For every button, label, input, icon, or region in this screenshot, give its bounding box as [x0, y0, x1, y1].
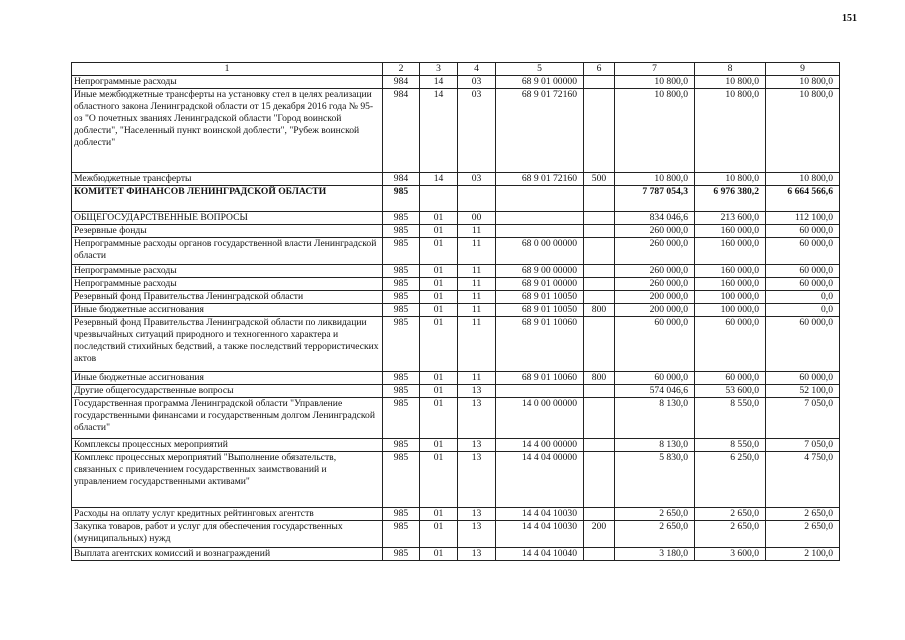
row-label-cell: Комплексы процессных мероприятий	[72, 439, 383, 452]
section-code-cell: 985	[383, 317, 420, 372]
table-row	[72, 173, 840, 186]
amount-year-3-cell: 10 800,0	[766, 89, 840, 173]
subsection-code-cell: 11	[458, 225, 496, 238]
row-label-cell: Выплата агентских комиссий и вознаграждений	[72, 548, 383, 561]
row-label-cell: Комплекс процессных мероприятий "Выполнение обязательств, связанных с привлечением государственных заимствований и управлением государственными активами"	[72, 452, 383, 508]
amount-year-2-cell: 10 800,0	[695, 89, 766, 173]
amount-year-3-cell: 4 750,0	[766, 452, 840, 508]
section-code-cell: 985	[383, 225, 420, 238]
target-article-cell: 14 0 00 00000	[496, 398, 584, 439]
row-label-cell: Межбюджетные трансферты	[72, 173, 383, 186]
subsection-code-cell: 11	[458, 265, 496, 278]
table-row	[72, 385, 840, 398]
table-row	[72, 76, 840, 89]
table-body	[72, 76, 840, 561]
table-row	[72, 225, 840, 238]
amount-year-1-cell: 10 800,0	[615, 173, 695, 186]
table-header-row	[72, 63, 840, 76]
table-row	[72, 372, 840, 385]
table-row	[72, 304, 840, 317]
chapter-code-cell: 01	[420, 238, 458, 265]
target-article-cell: 14 4 04 00000	[496, 452, 584, 508]
section-code-cell: 985	[383, 508, 420, 521]
subsection-code-cell: 11	[458, 291, 496, 304]
amount-year-2-cell: 8 550,0	[695, 439, 766, 452]
subsection-code-cell: 13	[458, 439, 496, 452]
amount-year-3-cell: 52 100,0	[766, 385, 840, 398]
expense-type-cell	[584, 548, 615, 561]
amount-year-1-cell: 200 000,0	[615, 291, 695, 304]
amount-year-2-cell: 6 976 380,2	[695, 186, 766, 212]
column-header: 1	[72, 63, 383, 76]
row-label-cell: КОМИТЕТ ФИНАНСОВ ЛЕНИНГРАДСКОЙ ОБЛАСТИ	[72, 186, 383, 212]
amount-year-3-cell: 0,0	[766, 304, 840, 317]
chapter-code-cell: 14	[420, 76, 458, 89]
section-code-cell: 985	[383, 265, 420, 278]
chapter-code-cell: 01	[420, 265, 458, 278]
chapter-code-cell: 01	[420, 398, 458, 439]
target-article-cell: 68 9 01 10060	[496, 317, 584, 372]
expense-type-cell	[584, 439, 615, 452]
table-row	[72, 186, 840, 212]
amount-year-2-cell: 100 000,0	[695, 304, 766, 317]
expense-type-cell	[584, 291, 615, 304]
table-row	[72, 398, 840, 439]
expense-type-cell: 500	[584, 173, 615, 186]
expense-type-cell: 800	[584, 304, 615, 317]
row-label-cell: Другие общегосударственные вопросы	[72, 385, 383, 398]
amount-year-3-cell: 10 800,0	[766, 76, 840, 89]
column-header: 6	[584, 63, 615, 76]
table-row	[72, 278, 840, 291]
target-article-cell: 68 9 01 00000	[496, 278, 584, 291]
amount-year-2-cell: 3 600,0	[695, 548, 766, 561]
section-code-cell: 985	[383, 291, 420, 304]
table-row	[72, 265, 840, 278]
section-code-cell: 985	[383, 238, 420, 265]
amount-year-3-cell: 7 050,0	[766, 439, 840, 452]
table-row	[72, 548, 840, 561]
amount-year-3-cell: 112 100,0	[766, 212, 840, 225]
row-label-cell: Иные межбюджетные трансферты на установку стел в целях реализации областного закона Ленинградской области от 15 декабря 2016 года № 95-оз "О почетных званиях Ленинградской области "Город воинской доблести", "Населенный пункт воинской доблести", "Рубеж воинской доблести"	[72, 89, 383, 173]
subsection-code-cell: 13	[458, 398, 496, 439]
expense-type-cell	[584, 508, 615, 521]
chapter-code-cell: 01	[420, 212, 458, 225]
row-label-cell: Иные бюджетные ассигнования	[72, 304, 383, 317]
chapter-code-cell: 01	[420, 372, 458, 385]
section-code-cell: 985	[383, 521, 420, 548]
amount-year-1-cell: 10 800,0	[615, 76, 695, 89]
target-article-cell: 14 4 04 10040	[496, 548, 584, 561]
amount-year-1-cell: 8 130,0	[615, 398, 695, 439]
chapter-code-cell: 01	[420, 521, 458, 548]
row-label-cell: Непрограммные расходы	[72, 76, 383, 89]
row-label-cell: Резервные фонды	[72, 225, 383, 238]
amount-year-3-cell: 60 000,0	[766, 225, 840, 238]
table-row	[72, 291, 840, 304]
chapter-code-cell: 01	[420, 385, 458, 398]
amount-year-1-cell: 7 787 054,3	[615, 186, 695, 212]
amount-year-2-cell: 60 000,0	[695, 317, 766, 372]
budget-table	[71, 62, 840, 561]
amount-year-3-cell: 7 050,0	[766, 398, 840, 439]
target-article-cell: 68 9 00 00000	[496, 265, 584, 278]
table-row	[72, 212, 840, 225]
section-code-cell: 985	[383, 439, 420, 452]
row-label-cell: Непрограммные расходы	[72, 265, 383, 278]
amount-year-1-cell: 3 180,0	[615, 548, 695, 561]
target-article-cell: 68 9 01 00000	[496, 76, 584, 89]
section-code-cell: 985	[383, 452, 420, 508]
section-code-cell: 985	[383, 278, 420, 291]
subsection-code-cell	[458, 186, 496, 212]
expense-type-cell	[584, 398, 615, 439]
amount-year-1-cell: 60 000,0	[615, 372, 695, 385]
amount-year-2-cell: 100 000,0	[695, 291, 766, 304]
target-article-cell: 68 9 01 72160	[496, 89, 584, 173]
target-article-cell: 14 4 04 10030	[496, 521, 584, 548]
section-code-cell: 985	[383, 385, 420, 398]
section-code-cell: 985	[383, 548, 420, 561]
target-article-cell: 14 4 04 10030	[496, 508, 584, 521]
target-article-cell: 68 9 01 10050	[496, 291, 584, 304]
amount-year-2-cell: 2 650,0	[695, 521, 766, 548]
subsection-code-cell: 03	[458, 89, 496, 173]
subsection-code-cell: 03	[458, 76, 496, 89]
expense-type-cell	[584, 278, 615, 291]
section-code-cell: 984	[383, 173, 420, 186]
column-header: 4	[458, 63, 496, 76]
section-code-cell: 985	[383, 304, 420, 317]
amount-year-2-cell: 160 000,0	[695, 278, 766, 291]
chapter-code-cell: 01	[420, 452, 458, 508]
row-label-cell: ОБЩЕГОСУДАРСТВЕННЫЕ ВОПРОСЫ	[72, 212, 383, 225]
amount-year-3-cell: 60 000,0	[766, 372, 840, 385]
amount-year-2-cell: 160 000,0	[695, 265, 766, 278]
row-label-cell: Непрограммные расходы органов государственной власти Ленинградской области	[72, 238, 383, 265]
row-label-cell: Государственная программа Ленинградской области "Управление государственными финансами и государственным долгом Ленинградской области"	[72, 398, 383, 439]
amount-year-1-cell: 260 000,0	[615, 278, 695, 291]
chapter-code-cell: 01	[420, 317, 458, 372]
target-article-cell	[496, 212, 584, 225]
chapter-code-cell: 01	[420, 291, 458, 304]
chapter-code-cell	[420, 186, 458, 212]
expense-type-cell	[584, 317, 615, 372]
chapter-code-cell: 14	[420, 89, 458, 173]
amount-year-1-cell: 2 650,0	[615, 521, 695, 548]
column-header: 3	[420, 63, 458, 76]
target-article-cell	[496, 186, 584, 212]
column-header: 2	[383, 63, 420, 76]
row-label-cell: Резервный фонд Правительства Ленинградской области	[72, 291, 383, 304]
amount-year-1-cell: 60 000,0	[615, 317, 695, 372]
subsection-code-cell: 11	[458, 317, 496, 372]
row-label-cell: Иные бюджетные ассигнования	[72, 372, 383, 385]
expense-type-cell	[584, 238, 615, 265]
expense-type-cell	[584, 385, 615, 398]
row-label-cell: Непрограммные расходы	[72, 278, 383, 291]
amount-year-2-cell: 8 550,0	[695, 398, 766, 439]
chapter-code-cell: 01	[420, 508, 458, 521]
amount-year-1-cell: 260 000,0	[615, 265, 695, 278]
amount-year-2-cell: 53 600,0	[695, 385, 766, 398]
row-label-cell: Резервный фонд Правительства Ленинградской области по ликвидации чрезвычайных ситуаций природного и техногенного характера и последствий стихийных бедствий, а также последствий террористических актов	[72, 317, 383, 372]
section-code-cell: 985	[383, 372, 420, 385]
expense-type-cell	[584, 225, 615, 238]
chapter-code-cell: 01	[420, 304, 458, 317]
expense-type-cell: 200	[584, 521, 615, 548]
target-article-cell: 68 9 01 10050	[496, 304, 584, 317]
amount-year-2-cell: 213 600,0	[695, 212, 766, 225]
amount-year-2-cell: 10 800,0	[695, 173, 766, 186]
column-header: 9	[766, 63, 840, 76]
expense-type-cell	[584, 89, 615, 173]
expense-type-cell	[584, 186, 615, 212]
amount-year-1-cell: 5 830,0	[615, 452, 695, 508]
page-number: 151	[842, 13, 857, 24]
subsection-code-cell: 11	[458, 372, 496, 385]
amount-year-2-cell: 6 250,0	[695, 452, 766, 508]
amount-year-2-cell: 60 000,0	[695, 372, 766, 385]
expense-type-cell	[584, 212, 615, 225]
target-article-cell	[496, 225, 584, 238]
subsection-code-cell: 00	[458, 212, 496, 225]
subsection-code-cell: 13	[458, 508, 496, 521]
subsection-code-cell: 13	[458, 521, 496, 548]
amount-year-3-cell: 0,0	[766, 291, 840, 304]
amount-year-1-cell: 2 650,0	[615, 508, 695, 521]
table-row	[72, 521, 840, 548]
budget-table-container	[71, 62, 840, 561]
amount-year-1-cell: 834 046,6	[615, 212, 695, 225]
subsection-code-cell: 03	[458, 173, 496, 186]
subsection-code-cell: 13	[458, 385, 496, 398]
expense-type-cell: 800	[584, 372, 615, 385]
amount-year-2-cell: 160 000,0	[695, 238, 766, 265]
amount-year-3-cell: 6 664 566,6	[766, 186, 840, 212]
amount-year-3-cell: 2 650,0	[766, 508, 840, 521]
amount-year-2-cell: 2 650,0	[695, 508, 766, 521]
amount-year-3-cell: 10 800,0	[766, 173, 840, 186]
chapter-code-cell: 01	[420, 548, 458, 561]
chapter-code-cell: 01	[420, 439, 458, 452]
chapter-code-cell: 14	[420, 173, 458, 186]
amount-year-3-cell: 2 100,0	[766, 548, 840, 561]
target-article-cell: 68 0 00 00000	[496, 238, 584, 265]
subsection-code-cell: 11	[458, 304, 496, 317]
expense-type-cell	[584, 452, 615, 508]
amount-year-1-cell: 260 000,0	[615, 238, 695, 265]
section-code-cell: 985	[383, 398, 420, 439]
subsection-code-cell: 11	[458, 278, 496, 291]
target-article-cell: 68 9 01 72160	[496, 173, 584, 186]
table-row	[72, 452, 840, 508]
column-header: 8	[695, 63, 766, 76]
amount-year-1-cell: 574 046,6	[615, 385, 695, 398]
amount-year-3-cell: 60 000,0	[766, 317, 840, 372]
section-code-cell: 985	[383, 212, 420, 225]
chapter-code-cell: 01	[420, 225, 458, 238]
target-article-cell	[496, 385, 584, 398]
row-label-cell: Закупка товаров, работ и услуг для обеспечения государственных (муниципальных) нужд	[72, 521, 383, 548]
table-row	[72, 439, 840, 452]
row-label-cell: Расходы на оплату услуг кредитных рейтинговых агентств	[72, 508, 383, 521]
amount-year-3-cell: 2 650,0	[766, 521, 840, 548]
column-header: 5	[496, 63, 584, 76]
amount-year-1-cell: 200 000,0	[615, 304, 695, 317]
amount-year-1-cell: 8 130,0	[615, 439, 695, 452]
amount-year-1-cell: 260 000,0	[615, 225, 695, 238]
amount-year-2-cell: 10 800,0	[695, 76, 766, 89]
section-code-cell: 984	[383, 89, 420, 173]
subsection-code-cell: 11	[458, 238, 496, 265]
subsection-code-cell: 13	[458, 548, 496, 561]
chapter-code-cell: 01	[420, 278, 458, 291]
amount-year-3-cell: 60 000,0	[766, 238, 840, 265]
table-row	[72, 238, 840, 265]
table-row	[72, 508, 840, 521]
table-row	[72, 317, 840, 372]
amount-year-3-cell: 60 000,0	[766, 278, 840, 291]
expense-type-cell	[584, 76, 615, 89]
section-code-cell: 984	[383, 76, 420, 89]
column-header: 7	[615, 63, 695, 76]
target-article-cell: 68 9 01 10060	[496, 372, 584, 385]
amount-year-2-cell: 160 000,0	[695, 225, 766, 238]
target-article-cell: 14 4 00 00000	[496, 439, 584, 452]
expense-type-cell	[584, 265, 615, 278]
amount-year-1-cell: 10 800,0	[615, 89, 695, 173]
table-row	[72, 89, 840, 173]
section-code-cell: 985	[383, 186, 420, 212]
subsection-code-cell: 13	[458, 452, 496, 508]
amount-year-3-cell: 60 000,0	[766, 265, 840, 278]
